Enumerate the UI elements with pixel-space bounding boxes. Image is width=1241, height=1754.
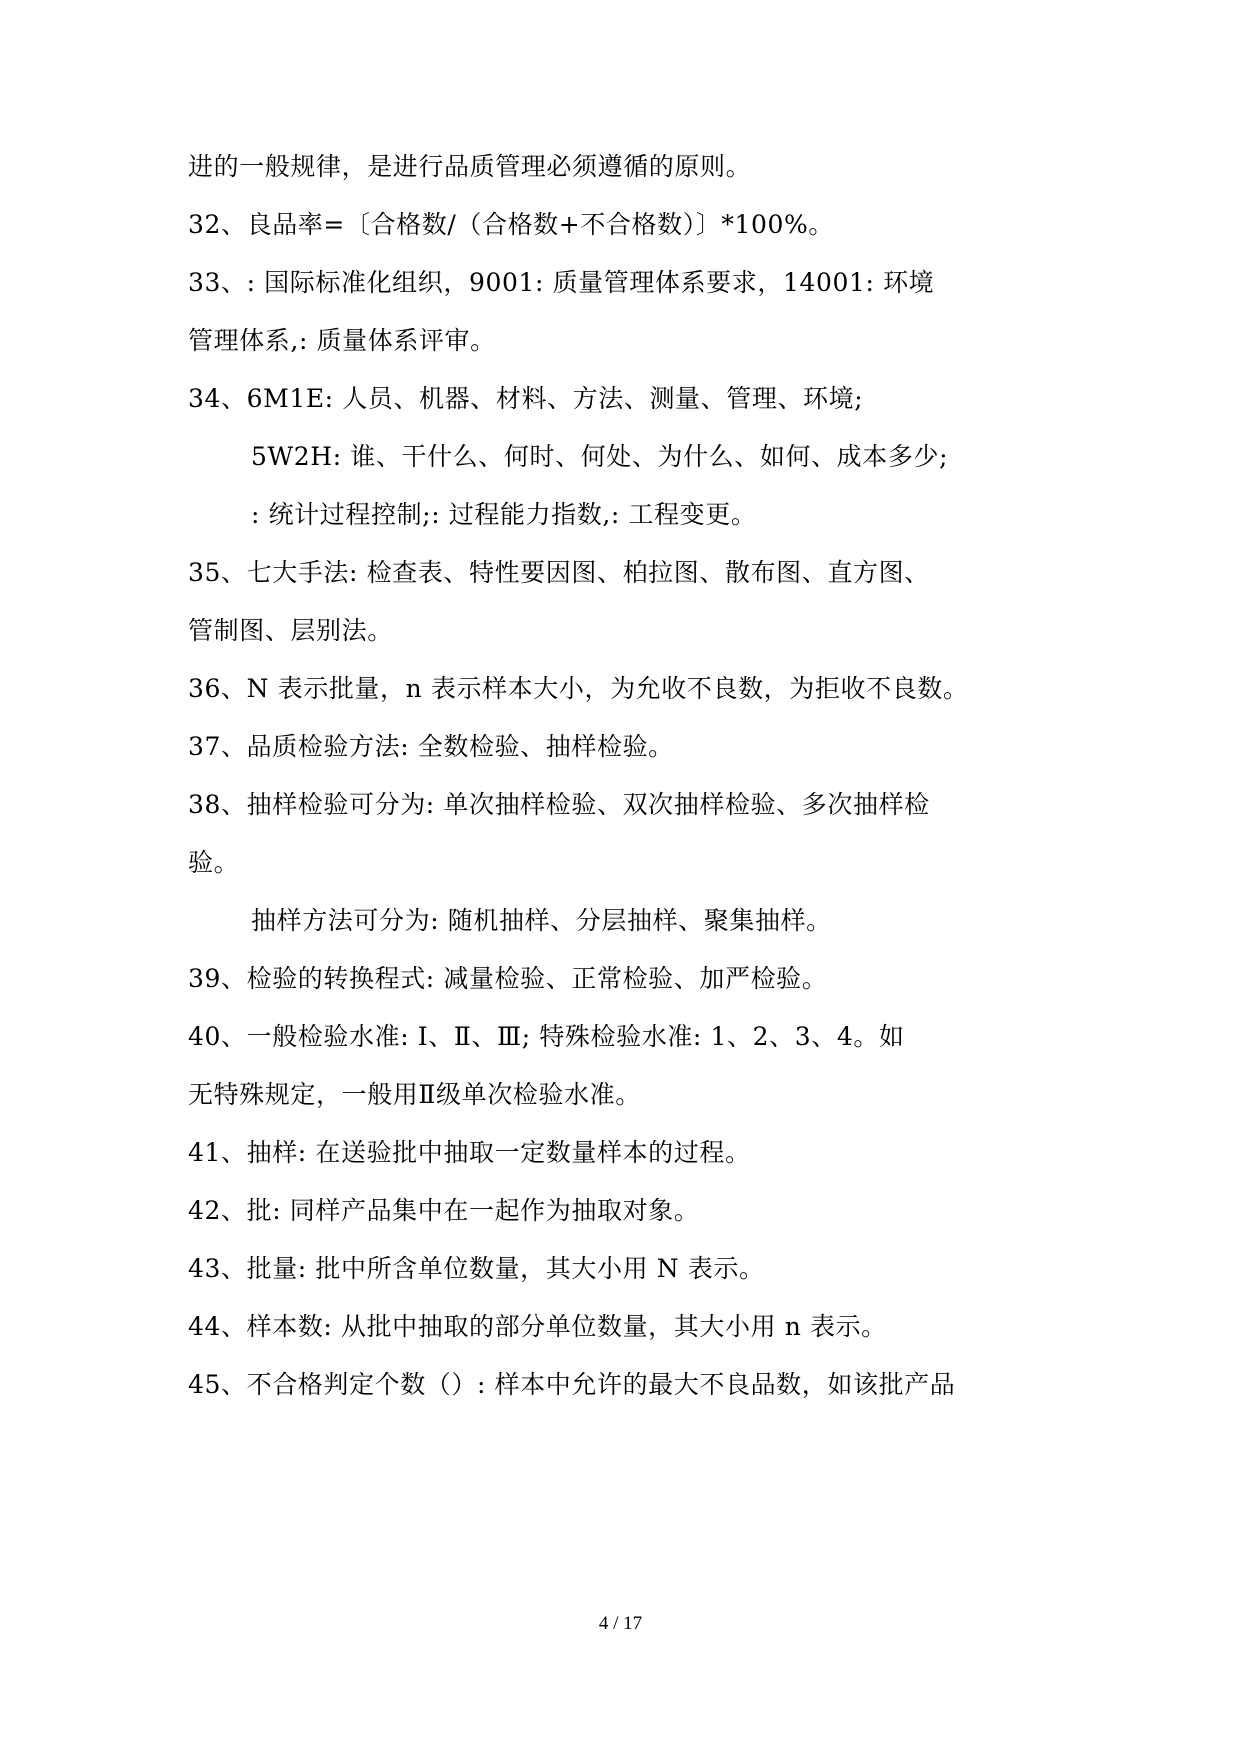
- text-line-2: 32、良品率=〔合格数/（合格数+不合格数）〕*100%。: [188, 210, 835, 239]
- text-line-20: 43、批量: 批中所含单位数量，其大小用 N 表示。: [188, 1254, 765, 1283]
- text-line-7: : 统计过程控制;: 过程能力指数,: 工程变更。: [251, 500, 757, 529]
- text-line-3: 33、: 国际标准化组织，9001: 质量管理体系要求，14001: 环境: [188, 268, 935, 297]
- text-line-14: 抽样方法可分为: 随机抽样、分层抽样、聚集抽样。: [251, 906, 832, 935]
- text-line-5: 34、6M1E: 人员、机器、材料、方法、测量、管理、环境;: [188, 384, 864, 413]
- text-line-22: 45、不合格判定个数（）: 样本中允许的最大不良品数，如该批产品: [188, 1370, 956, 1399]
- text-line-10: 36、N 表示批量，n 表示样本大小，为允收不良数，为拒收不良数。: [188, 674, 969, 703]
- text-line-13: 验。: [188, 848, 240, 877]
- text-line-4: 管理体系,: 质量体系评审。: [188, 326, 496, 355]
- text-line-19: 42、批: 同样产品集中在一起作为抽取对象。: [188, 1196, 700, 1225]
- text-line-21: 44、样本数: 从批中抽取的部分单位数量，其大小用 n 表示。: [188, 1312, 887, 1341]
- text-line-15: 39、检验的转换程式: 减量检验、正常检验、加严检验。: [188, 964, 828, 993]
- text-line-11: 37、品质检验方法: 全数检验、抽样检验。: [188, 732, 674, 761]
- text-line-6: 5W2H: 谁、干什么、何时、何处、为什么、如何、成本多少;: [251, 442, 949, 471]
- text-line-16: 40、一般检验水准: Ⅰ、Ⅱ、Ⅲ; 特殊检验水准: 1、2、3、4。如: [188, 1022, 905, 1051]
- text-line-18: 41、抽样: 在送验批中抽取一定数量样本的过程。: [188, 1138, 751, 1167]
- text-line-1: 进的一般规律，是进行品质管理必须遵循的原则。: [188, 152, 752, 181]
- text-line-12: 38、抽样检验可分为: 单次抽样检验、双次抽样检验、多次抽样检: [188, 790, 930, 819]
- text-line-17: 无特殊规定，一般用Ⅱ级单次检验水准。: [188, 1080, 641, 1109]
- page-number: 4 / 17: [598, 1613, 643, 1634]
- text-line-8: 35、七大手法: 检查表、特性要因图、柏拉图、散布图、直方图、: [188, 558, 930, 587]
- text-line-9: 管制图、层别法。: [188, 616, 393, 645]
